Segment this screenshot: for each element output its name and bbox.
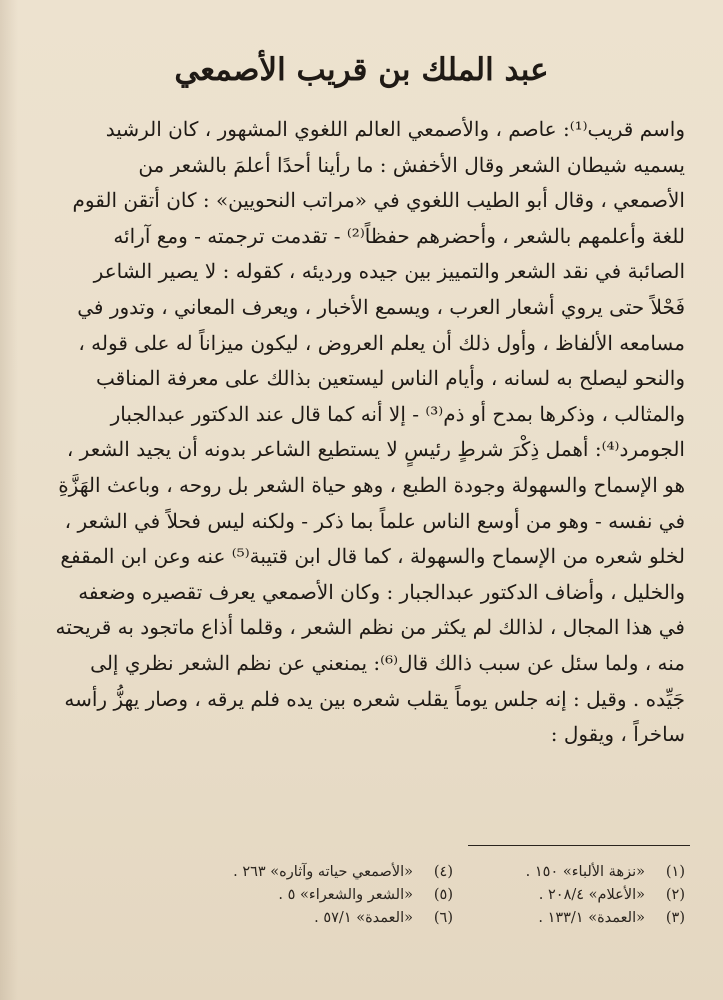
text-line: الأصمعي ، وقال أبو الطيب اللغوي في «مراتب النحويين» : كان أتقن القوم [72, 188, 685, 213]
text-line: مسامعه الألفاظ ، وأول ذلك أن يعلم العروض ، ليكون ميزاناً له على قوله ، [78, 330, 685, 355]
text-line: لخلو شعره من الإسماح والسهولة ، كما قال ابن قتيبة⁽⁵⁾ عنه وعن ابن المقفع [60, 544, 685, 569]
text-line: جَيِّده . وقيل : إنه جلس يوماً يقلب شعره بين يده فلم يرقه ، وصار يهزُّ رأسه [64, 686, 685, 711]
footnote [539, 887, 685, 903]
footnote-text: «العمدة» ٥٧/١ . [314, 910, 413, 926]
text-line: فَحْلاً حتى يروي أشعار العرب ، ويسمع الأخبار ، ويعرف المعاني ، وتدور في [77, 294, 685, 319]
footnote-number: (٥) [433, 887, 453, 903]
text-line: للغة وأعلمهم بالشعر ، وأحضرهم حفظاً⁽²⁾ - تقدمت ترجمته - ومع آرائه [113, 223, 685, 248]
text-line: الصائبة في نقد الشعر والتمييز بين جيده ورديئه ، كقوله : لا يصير الشاعر [93, 259, 685, 284]
footnote-text: «الأعلام» ٢٠٨/٤ . [538, 887, 645, 903]
footnote-text: «الأصمعي حياته وآثاره» ٢٦٣ . [233, 864, 413, 880]
footnote-text: «الشعر والشعراء» ٥ . [278, 887, 413, 903]
footnote-text: «نزهة الألباء» ١٥٠ . [525, 864, 645, 880]
footnote [278, 887, 453, 903]
text-line: والخليل ، وأضاف الدكتور عبدالجبار : وكان الأصمعي يعرف تقصيره وضعفه [78, 579, 685, 604]
footnote-divider [468, 845, 690, 846]
footnote-number: (٤) [433, 864, 453, 880]
footnote [538, 910, 685, 926]
text-line: واسم قريب⁽¹⁾: عاصم ، والأصمعي العالم اللغوي المشهور ، كان الرشيد [105, 117, 685, 141]
text-line: يسميه شيطان الشعر وقال الأخفش : ما رأينا أحدًا أعلمَ بالشعر من [138, 152, 685, 177]
footnote-number: (٦) [433, 910, 453, 926]
page-edge-shadow [0, 0, 18, 1000]
footnote [233, 864, 453, 880]
text-line: ساخراً ، ويقول : [550, 722, 685, 747]
footnote [314, 910, 453, 926]
text-line: في هذا المجال ، لذالك لم يكثر من نظم الشعر ، وقلما أذاع ماتجود به قريحته [55, 615, 685, 640]
page-title: عبد الملك بن قريب الأصمعي [174, 52, 549, 88]
text-line: هو الإسماح والسهولة وجودة الطبع ، وهو حياة الشعر بل روحه ، وباعث الهَزَّةِ [58, 472, 685, 497]
body-text [32, 112, 685, 753]
text-line: منه ، ولما سئل عن سبب ذالك قال⁽⁶⁾: يمنعني عن نظم الشعر نظري إلى [90, 650, 685, 675]
footnote-text: «العمدة» ١٣٣/١ . [538, 910, 645, 926]
text-line: في نفسه - وهو من أوسع الناس علماً بما ذكر - ولكنه ليس فحلاً في الشعر ، [64, 508, 685, 533]
text-line: الجومرد⁽⁴⁾: أهمل ذِكْرَ شرطٍ رئيسٍ لا يستطيع الشاعر بدونه أن يجيد الشعر ، [66, 437, 685, 462]
footnote-number: (٣) [665, 910, 685, 926]
footnote-number: (٢) [665, 887, 685, 903]
footnote [526, 864, 685, 880]
text-line: والمثالب ، وذكرها بمدح أو ذم⁽³⁾ - إلا أنه كما قال عند الدكتور عبدالجبار [110, 401, 685, 426]
footnote-number: (١) [665, 864, 685, 880]
text-line: والنحو ليصلح به لسانه ، وأيام الناس ليستعين بذالك على معرفة المناقب [96, 366, 685, 391]
